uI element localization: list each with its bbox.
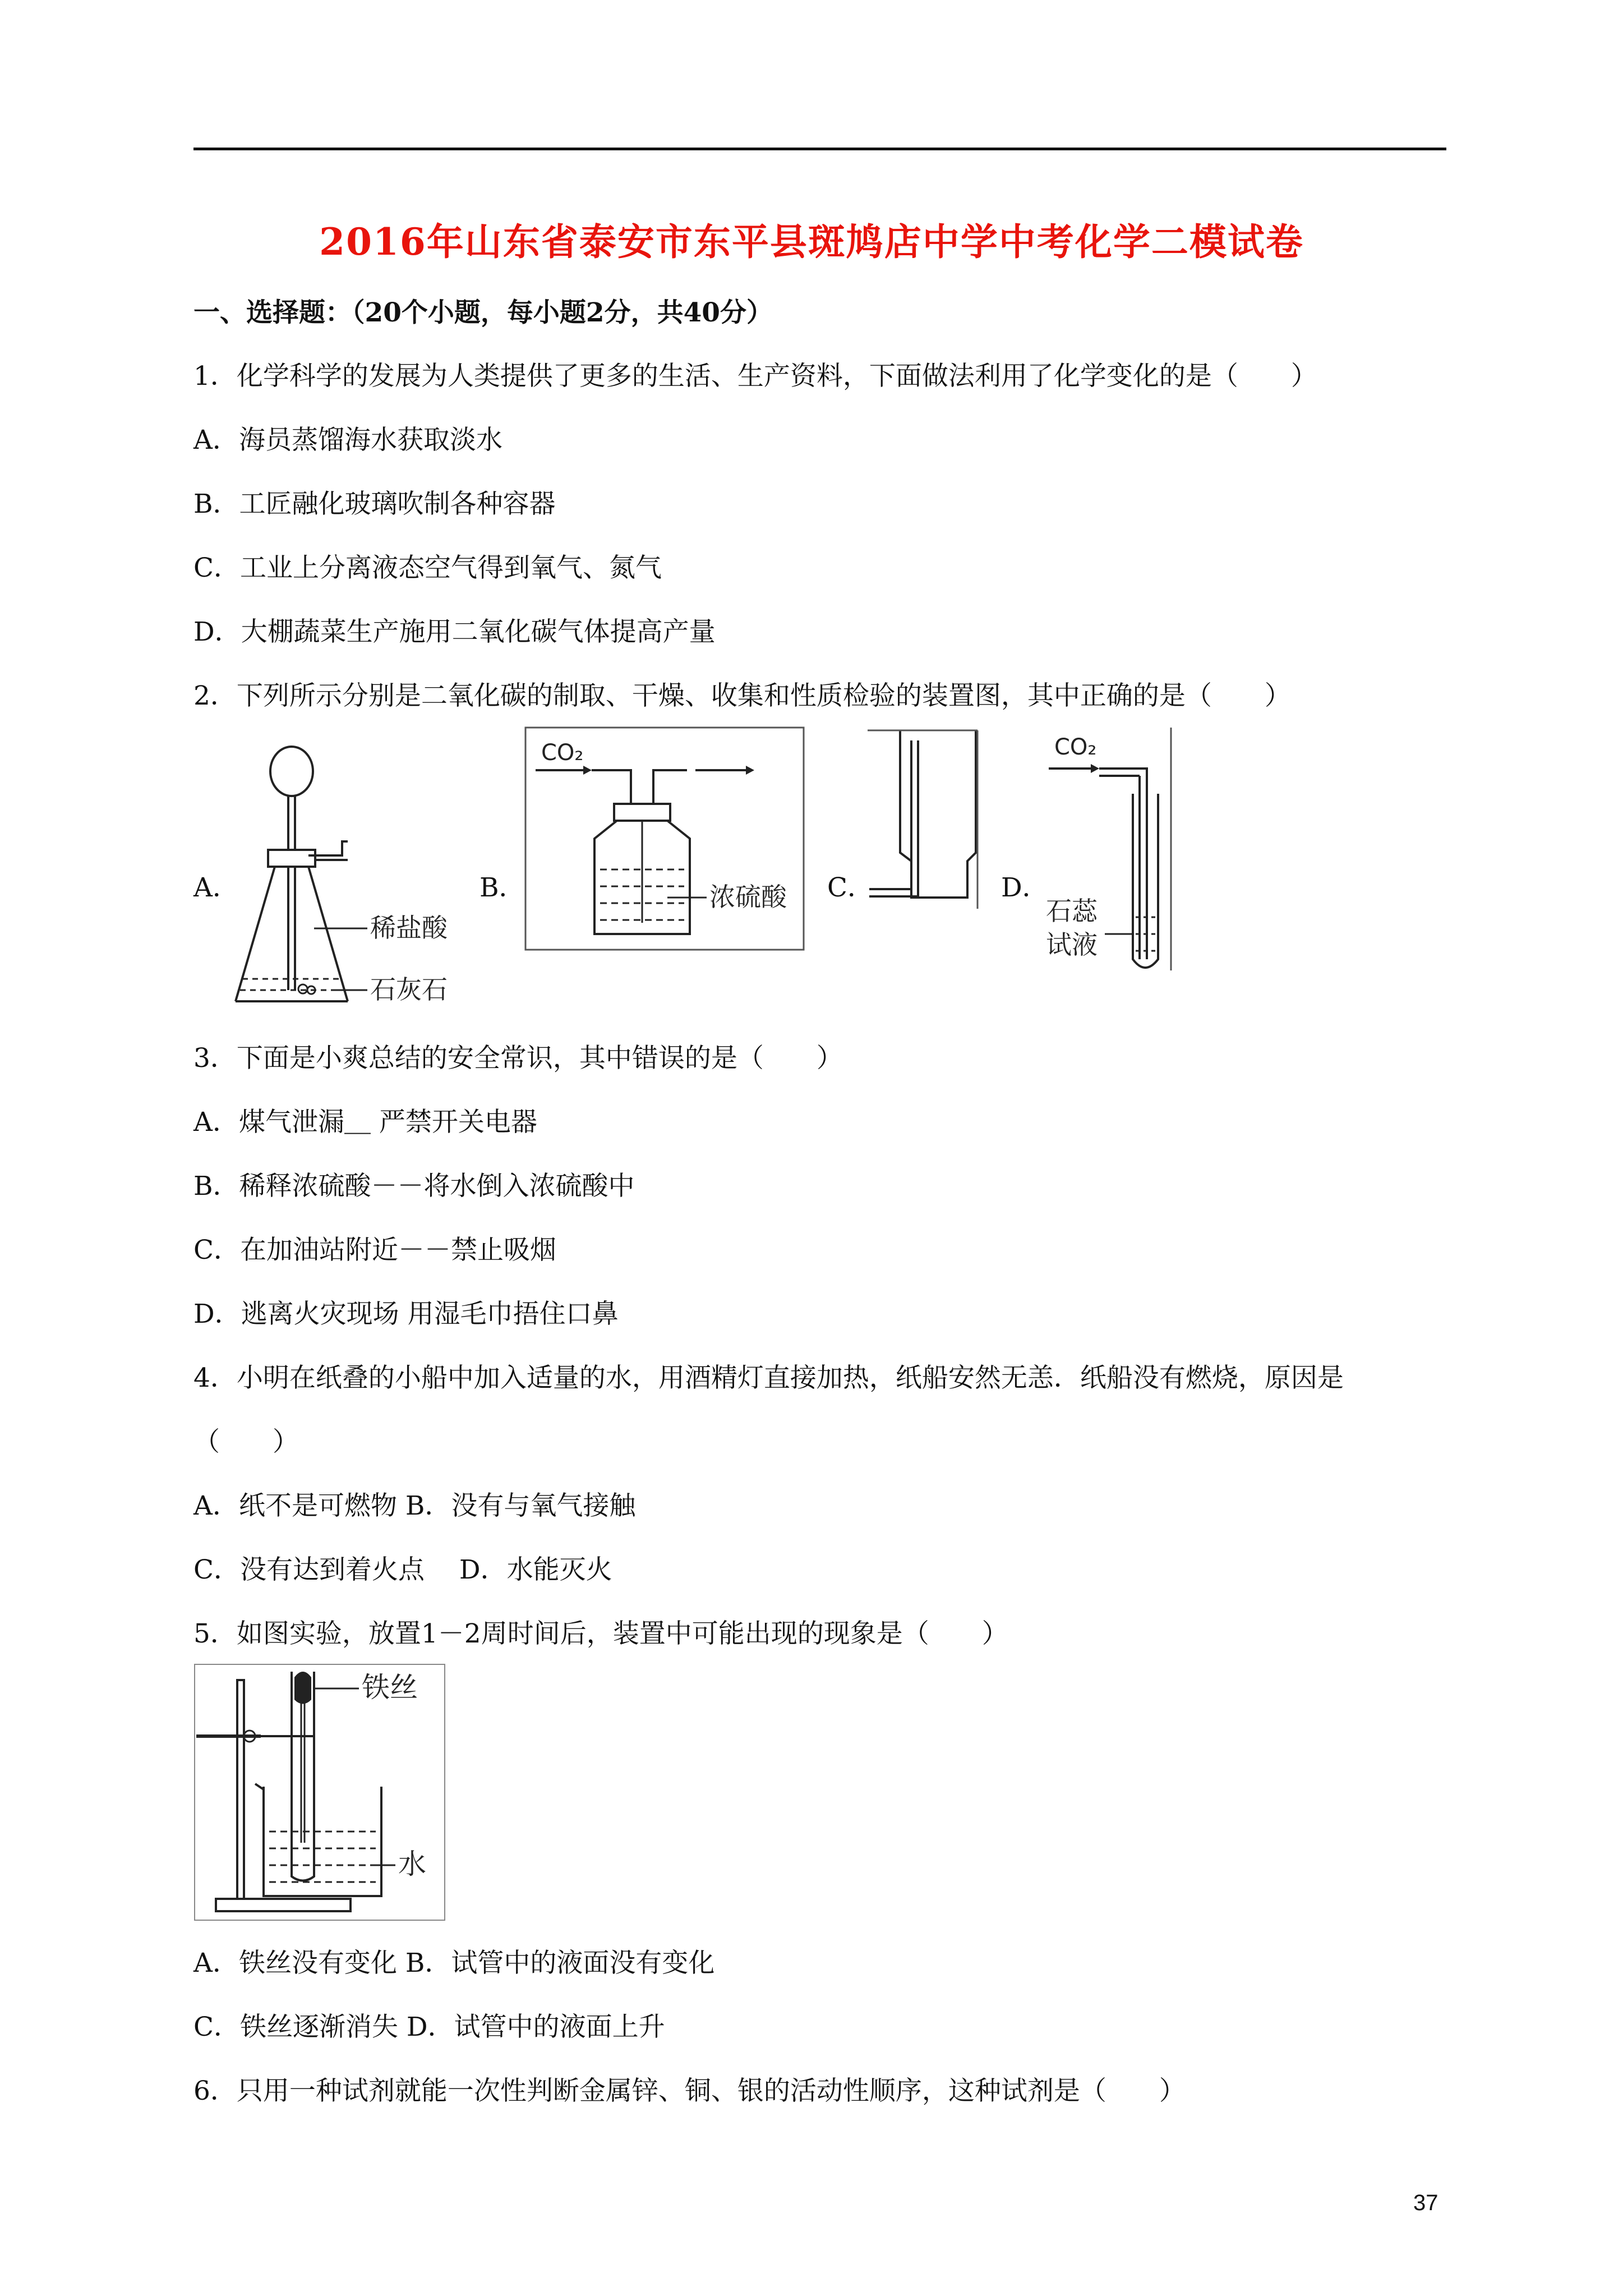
q5-options-cd: C．铁丝逐渐消失 D．试管中的液面上升 <box>193 2012 665 2042</box>
q1-option-b: B．工匠融化玻璃吹制各种容器 <box>193 489 556 519</box>
q2-figure-a <box>230 738 477 1020</box>
q2-fig-d-liquid-label-1: 石蕊 <box>1046 896 1098 926</box>
q2-label-c: C． <box>827 872 874 903</box>
q1-option-a: A．海员蒸馏海水获取淡水 <box>193 425 502 455</box>
q6-stem: 6．只用一种试剂就能一次性判断金属锌、铜、银的活动性顺序，这种试剂是（ ） <box>193 2076 1186 2106</box>
q2-label-b: B． <box>479 872 525 903</box>
q2-fig-d-gas-label: CO₂ <box>1054 734 1097 760</box>
q4-options-ab: A．纸不是可燃物 B．没有与氧气接触 <box>193 1490 636 1521</box>
section-heading: 一、选择题：（20个小题，每小题2分，共40分） <box>193 297 773 328</box>
q2-fig-a-stone-label: 石灰石 <box>370 974 448 1005</box>
q2-figure-d <box>1043 726 1172 976</box>
q4-stem-continued: （ ） <box>193 1427 299 1457</box>
q4-stem: 4．小明在纸叠的小船中加入适量的水，用酒精灯直接加热，纸船安然无恙．纸船没有燃烧，原因是 <box>193 1363 1344 1393</box>
q3-option-b: B．稀释浓硫酸－－将水倒入浓硫酸中 <box>193 1171 635 1202</box>
q5-figure <box>193 1663 446 1924</box>
q2-fig-d-liquid-label-2: 试液 <box>1046 930 1098 960</box>
q2-fig-b-liquid-label: 浓硫酸 <box>709 882 787 912</box>
header-rule <box>193 148 1446 150</box>
q5-stem: 5．如图实验，放置1－2周时间后，装置中可能出现的现象是（ ） <box>193 1618 1008 1649</box>
q2-fig-a-acid-label: 稀盐酸 <box>370 913 448 943</box>
q2-fig-b-gas-label: CO₂ <box>541 740 584 766</box>
q1-stem: 1．化学科学的发展为人类提供了更多的生活、生产资料，下面做法利用了化学变化的是（ ） <box>193 361 1317 392</box>
q2-label-d: D． <box>1001 872 1049 903</box>
q3-option-c: C．在加油站附近－－禁止吸烟 <box>193 1235 556 1266</box>
q3-option-d: D．逃离火灾现场 用湿毛巾捂住口鼻 <box>193 1299 619 1329</box>
q5-options-ab: A．铁丝没有变化 B．试管中的液面没有变化 <box>193 1948 715 1978</box>
q2-label-a: A． <box>193 872 239 903</box>
q5-fig-water-label: 水 <box>398 1848 426 1880</box>
q2-stem: 2．下列所示分别是二氧化碳的制取、干燥、收集和性质检验的装置图，其中正确的是（ ） <box>193 680 1291 711</box>
q1-option-d: D．大棚蔬菜生产施用二氧化碳气体提高产量 <box>193 616 716 647</box>
page-number: 37 <box>1413 2191 1438 2215</box>
q4-options-cd: C．没有达到着火点 D．水能灭火 <box>193 1554 612 1585</box>
q5-fig-wire-label: 铁丝 <box>362 1671 418 1704</box>
q2-figure-b <box>524 726 805 953</box>
q3-option-a: A．煤气泄漏＿ 严禁开关电器 <box>193 1107 537 1138</box>
q3-stem: 3．下面是小爽总结的安全常识，其中错误的是（ ） <box>193 1043 843 1074</box>
q2-figure-c <box>866 729 979 917</box>
page-title: 2016年山东省泰安市东平县斑鸠店中学中考化学二模试卷 <box>319 220 1304 264</box>
q1-option-c: C．工业上分离液态空气得到氧气、氮气 <box>193 553 662 583</box>
